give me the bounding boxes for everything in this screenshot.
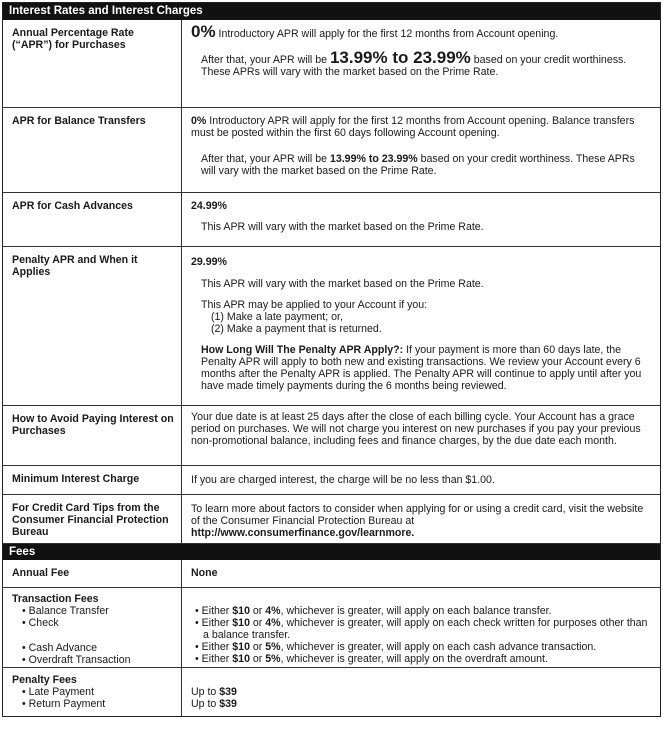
cash-advance-note: This APR will vary with the market based on the Prime Rate. (201, 220, 484, 233)
purchases-intro-rate: 0% (191, 22, 216, 41)
fee-check (191, 617, 652, 641)
annual-fee-value: None (191, 567, 218, 579)
fee-text: Up to (191, 685, 220, 698)
penalty-note: This APR will vary with the market based on the Prime Rate. (201, 277, 484, 290)
purchases-apr-label: Annual Percentage Rate (“APR”) for Purchases (3, 20, 182, 107)
late-payment-fee (191, 686, 652, 698)
fee-text: , whichever is greater, will apply on the overdraft amount. (280, 652, 548, 665)
row-cfpb (3, 494, 660, 543)
sub-overdraft: • Overdraft Transaction (22, 653, 131, 666)
return-payment-fee (191, 698, 652, 710)
cfpb-label: For Credit Card Tips from the Consumer Financial Protection Bureau (3, 494, 182, 543)
cfpb-link[interactable]: http://www.consumerfinance.gov/learnmore. (191, 526, 415, 539)
fee-text: or (249, 640, 266, 653)
bt-after-pre: After that, your APR will be (201, 152, 330, 165)
sub-cash-advance: • Cash Advance (22, 641, 97, 654)
penalty-condition-2: (2) Make a payment that is returned. (211, 322, 382, 335)
fee-text: or (249, 616, 266, 629)
bt-intro-text: Introductory APR will apply for the first 12 months from Account opening. Balance transfers must be posted within the first 60 days following Account opening. (191, 114, 635, 139)
fee-text: • Either (195, 652, 233, 665)
fees-table (3, 560, 660, 716)
fee-overdraft (191, 653, 652, 665)
cash-advance-rate: 24.99% (191, 199, 227, 212)
fee-text: , whichever is greater, will apply on each cash advance transaction. (280, 640, 597, 653)
penalty-how-long-question: How Long Will The Penalty APR Apply?: (201, 343, 404, 356)
bt-intro-rate: 0% (191, 114, 207, 127)
penalty-fees-label (3, 667, 182, 716)
fee-text: , whichever is greater, will apply on each balance transfer. (280, 604, 552, 617)
bt-after-post: based on your credit worthiness. These APRs will vary with the market based on the Prime Rate. (201, 152, 635, 177)
fee-cash-advance (191, 641, 652, 653)
purchases-rate-to: to (387, 48, 414, 67)
penalty-applied-intro: This APR may be applied to your Account if you: (201, 298, 428, 311)
fee-percent: 5% (265, 652, 281, 665)
purchases-rate-low: 13.99% (329, 48, 388, 67)
minimum-interest-value: If you are charged interest, the charge will be no less than $1.00. (182, 465, 661, 494)
interest-table (3, 20, 660, 543)
sub-check: • Check (22, 616, 59, 629)
annual-fee-label: Annual Fee (3, 560, 182, 587)
row-cash-advance-apr (3, 192, 660, 246)
balance-transfer-apr-value (182, 107, 661, 192)
cash-advance-apr-label: APR for Cash Advances (3, 192, 182, 246)
penalty-how-long-answer: If your payment is more than 60 days late, the Penalty APR will apply to both new and existing transactions. We review your Account every 6 months after the Penalty APR is applied. The Penalty APR will continue to apply until after you have made timely payments during the 6 months being reviewed. (201, 343, 642, 392)
row-avoid-interest (3, 405, 660, 465)
fee-text: • Either (195, 640, 233, 653)
row-minimum-interest (3, 465, 660, 494)
sub-balance-transfer: • Balance Transfer (22, 604, 109, 617)
balance-transfer-apr-label: APR for Balance Transfers (3, 107, 182, 192)
row-transaction-fees (3, 587, 660, 667)
fee-percent: 5% (265, 640, 281, 653)
fee-percent: 4% (265, 604, 281, 617)
sub-return-payment: • Return Payment (22, 697, 106, 710)
row-annual-fee (3, 560, 660, 587)
transaction-fees-value (182, 587, 661, 667)
penalty-condition-1: (1) Make a late payment; or, (211, 310, 343, 323)
penalty-rate: 29.99% (191, 255, 227, 268)
section-header-interest: Interest Rates and Interest Charges (3, 3, 660, 20)
penalty-apr-value (182, 246, 661, 405)
disclosure-table (2, 2, 661, 717)
fee-text: Up to (191, 697, 220, 710)
purchases-after-post: based on your credit worthiness. These APRs will vary with the market based on the Prime Rate. (201, 54, 627, 78)
cfpb-value (182, 494, 661, 543)
avoid-interest-label: How to Avoid Paying Interest on Purchases (3, 405, 182, 465)
sub-late-payment: • Late Payment (22, 685, 95, 698)
purchases-apr-value (182, 20, 661, 107)
cfpb-text: To learn more about factors to consider when applying for or using a credit card, visit the website of the Consumer Financial Protection Bureau at (191, 502, 644, 527)
penalty-apr-label: Penalty APR and When it Applies (3, 246, 182, 405)
fee-amount: $39 (219, 685, 237, 698)
purchases-rate-high: 23.99% (413, 48, 471, 67)
row-purchases-apr (3, 20, 660, 107)
fee-amount: $10 (232, 604, 250, 617)
cash-advance-apr-value (182, 192, 661, 246)
fee-text: • Either (195, 616, 233, 629)
fee-amount: $39 (219, 697, 237, 710)
transaction-fees-title: Transaction Fees (12, 592, 99, 605)
fee-amount: $10 (232, 640, 250, 653)
row-penalty-fees (3, 667, 660, 716)
avoid-interest-value: Your due date is at least 25 days after the close of each billing cycle. Your Account has a grace period on purchases. We will not charge you interest on new purchases if you pay your previous non-promotional balance, including fees and finance charges, by the due date each month. (182, 405, 661, 465)
fee-percent: 4% (265, 616, 281, 629)
fee-amount: $10 (232, 616, 250, 629)
bt-range: 13.99% to 23.99% (329, 152, 418, 165)
row-penalty-apr (3, 246, 660, 405)
penalty-fees-title: Penalty Fees (12, 673, 77, 686)
purchases-after-pre: After that, your APR will be (201, 54, 330, 66)
row-balance-transfer-apr (3, 107, 660, 192)
penalty-fees-value (182, 667, 661, 716)
fee-amount: $10 (232, 652, 250, 665)
fee-text: or (249, 604, 266, 617)
fee-balance-transfer (191, 605, 652, 617)
purchases-intro-text: Introductory APR will apply for the first 12 months from Account opening. (215, 28, 559, 40)
fee-text: , whichever is greater, will apply on each check written for purposes other than a balance transfer. (203, 616, 648, 641)
fee-text: or (249, 652, 266, 665)
fee-text: • Either (195, 604, 233, 617)
section-header-fees: Fees (3, 543, 660, 560)
minimum-interest-label: Minimum Interest Charge (3, 465, 182, 494)
transaction-fees-label (3, 587, 182, 667)
